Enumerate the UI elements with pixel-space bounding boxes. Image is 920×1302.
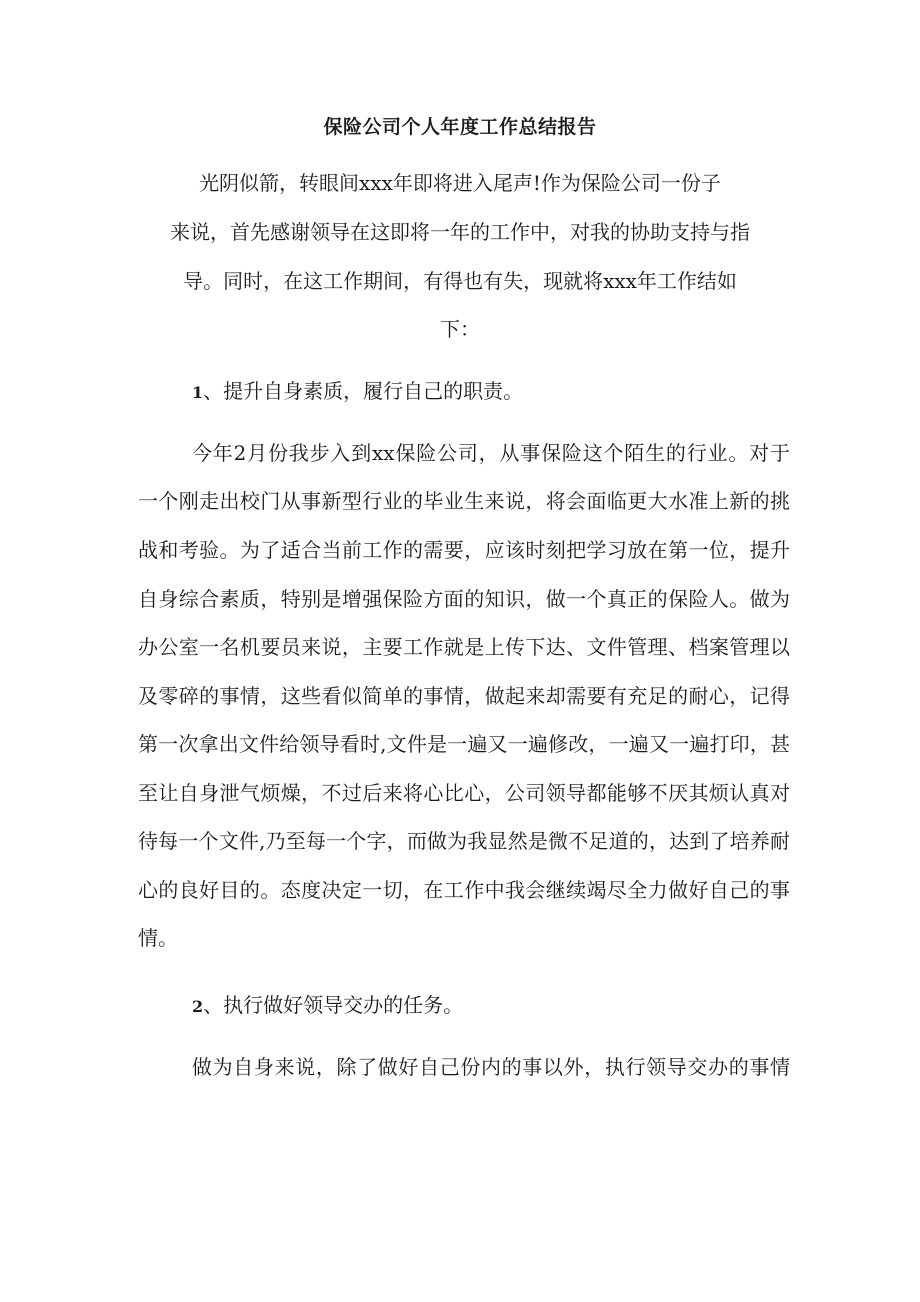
section-heading-text: 、执行做好领导交办的任务。 — [203, 993, 464, 1017]
paragraph-line: 待每一个文件,乃至每一个字，而做为我显然是微不足道的，达到了培养耐 — [138, 829, 790, 853]
paragraph-line: 今年2月份我步入到xx保险公司，从事保险这个陌生的行业。对于 — [192, 441, 790, 465]
paragraph-line: 一个刚走出校门从事新型行业的毕业生来说，将会面临更大水准上新的挑 — [138, 489, 790, 513]
intro-line: 来说，首先感谢领导在这即将一年的工作中，对我的协助支持与指 — [170, 220, 750, 244]
paragraph-line: 做为自身来说，除了做好自己份内的事以外，执行领导交办的事情 — [192, 1055, 790, 1079]
section-number: 2 — [192, 997, 204, 1016]
section-heading-1 — [192, 376, 523, 408]
paragraph-line: 办公室一名机要员来说，主要工作就是上传下达、文件管理、档案管理以 — [138, 635, 790, 659]
paragraph-line: 情。 — [138, 926, 178, 950]
intro-line: 导。同时，在这工作期间，有得也有失，现就将xxx年工作结如 — [183, 269, 737, 293]
intro-line: 光阴似箭，转眼间xxx年即将进入尾声!作为保险公司一份子 — [199, 171, 721, 195]
paragraph-line: 及零碎的事情，这些看似简单的事情，做起来却需要有充足的耐心，记得 — [138, 684, 790, 708]
intro-line: 下： — [440, 317, 480, 341]
paragraph-line: 至让自身泄气烦燥，不过后来将心比心，公司领导都能够不厌其烦认真对 — [138, 781, 790, 805]
paragraph-line: 自身综合素质，特别是增强保险方面的知识，做一个真正的保险人。做为 — [138, 587, 790, 611]
document-title: 保险公司个人年度工作总结报告 — [323, 116, 597, 138]
section-heading-2 — [192, 990, 463, 1022]
paragraph-line: 第一次拿出文件给领导看时,文件是一遍又一遍修改，一遍又一遍打印，甚 — [138, 732, 790, 756]
paragraph-line: 心的良好目的。态度决定一切，在工作中我会继续竭尽全力做好自己的事 — [138, 878, 790, 902]
paragraph-line: 战和考验。为了适合当前工作的需要，应该时刻把学习放在第一位，提升 — [138, 538, 790, 562]
section-heading-text: 、提升自身素质，履行自己的职责。 — [203, 379, 524, 403]
section-number: 1 — [192, 383, 204, 402]
